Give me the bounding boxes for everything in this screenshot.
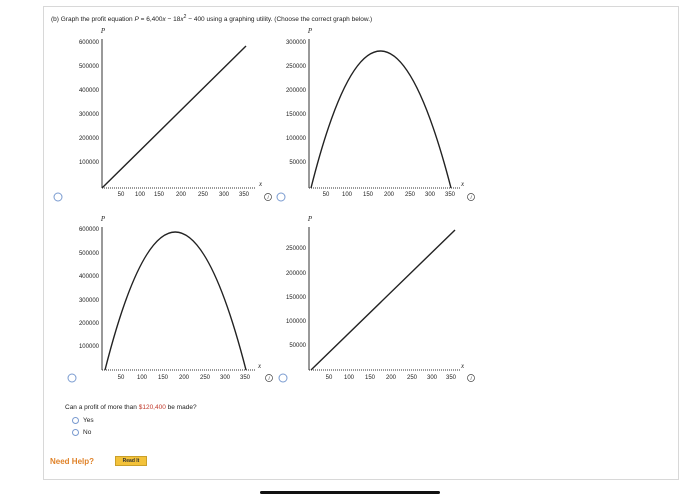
radio-graph-d[interactable] xyxy=(279,374,287,382)
info-icon[interactable] xyxy=(468,194,475,202)
radio-no[interactable] xyxy=(72,429,79,436)
y-tick-label: 100000 xyxy=(285,319,306,325)
x-tick-label: 100 xyxy=(134,192,146,198)
graph-curve xyxy=(311,230,455,370)
y-tick-labels xyxy=(79,40,100,166)
x-tick-label: 300 xyxy=(426,375,438,381)
x-tick-label: 200 xyxy=(383,192,395,198)
y-tick-label: 100000 xyxy=(78,344,99,350)
option-no-label: No xyxy=(83,429,92,436)
x-tick-labels xyxy=(326,375,457,381)
radio-graph-c[interactable] xyxy=(68,374,76,382)
x-tick-label: 300 xyxy=(218,192,230,198)
graph-option-c xyxy=(68,215,262,382)
graph-curve xyxy=(105,232,246,370)
y-tick-labels xyxy=(79,227,100,350)
y-tick-label: 400000 xyxy=(78,88,99,94)
y-tick-label: 100000 xyxy=(285,136,306,142)
x-tick-label: 100 xyxy=(343,375,355,381)
x-tick-label: 100 xyxy=(341,192,353,198)
x-tick-label: 350 xyxy=(238,192,250,198)
y-tick-label: 300000 xyxy=(78,112,99,118)
y-tick-label: 300000 xyxy=(285,40,306,46)
y-tick-label: 200000 xyxy=(78,321,99,327)
x-tick-label: 50 xyxy=(117,192,125,198)
question-text: (b) Graph the profit equation $P = 6,400x - 18x^2 - 400$ using a graphing utility. (Choose the correct graph below.) xyxy=(51,14,373,24)
x-tick-label: 50 xyxy=(322,192,330,198)
x-tick-label: 200 xyxy=(175,192,187,198)
y-tick-label: 250000 xyxy=(285,64,306,70)
axis-label-x: x xyxy=(259,180,263,188)
svg-text:i: i xyxy=(470,376,472,382)
y-tick-label: 200000 xyxy=(78,136,99,142)
y-tick-label: 500000 xyxy=(78,251,99,257)
option-yes-label: Yes xyxy=(83,417,94,424)
home-indicator-bar xyxy=(260,491,440,494)
x-tick-label: 150 xyxy=(153,192,165,198)
axis-label-x: x xyxy=(258,362,262,370)
axis-label-x: x xyxy=(461,362,465,370)
svg-text:i: i xyxy=(268,376,270,382)
graph-option-d xyxy=(266,215,475,382)
x-tick-labels xyxy=(118,192,250,198)
x-tick-label: 300 xyxy=(219,375,231,381)
y-tick-label: 600000 xyxy=(78,227,99,233)
graph-curve xyxy=(102,46,246,188)
profit-amount: $120,400 xyxy=(138,404,166,411)
read-it-button[interactable]: Read It xyxy=(115,456,147,466)
y-tick-label: 150000 xyxy=(285,112,306,118)
x-tick-label: 350 xyxy=(445,375,457,381)
y-tick-label: 50000 xyxy=(289,343,306,349)
axis-label-y: P xyxy=(307,215,313,223)
y-tick-label: 200000 xyxy=(285,88,306,94)
info-icon[interactable] xyxy=(265,194,272,202)
option-yes[interactable] xyxy=(72,417,94,424)
radio-graph-a[interactable] xyxy=(54,193,62,201)
x-tick-label: 250 xyxy=(199,375,211,381)
graph-option-b xyxy=(277,27,475,201)
svg-text:i: i xyxy=(267,195,269,201)
y-tick-label: 600000 xyxy=(78,40,99,46)
x-tick-label: 350 xyxy=(239,375,251,381)
y-tick-label: 100000 xyxy=(78,160,99,166)
y-tick-label: 300000 xyxy=(78,298,99,304)
info-icon[interactable] xyxy=(266,375,273,383)
x-tick-label: 50 xyxy=(325,375,333,381)
y-tick-label: 150000 xyxy=(285,295,306,301)
radio-yes[interactable] xyxy=(72,417,79,424)
y-tick-label: 200000 xyxy=(285,271,306,277)
option-no[interactable] xyxy=(72,429,91,436)
x-tick-label: 150 xyxy=(362,192,374,198)
radio-graph-b[interactable] xyxy=(277,193,285,201)
graph-option-a xyxy=(54,27,272,201)
y-tick-label: 50000 xyxy=(289,160,306,166)
x-tick-label: 200 xyxy=(385,375,397,381)
x-tick-label: 350 xyxy=(444,192,456,198)
x-tick-label: 150 xyxy=(364,375,376,381)
x-tick-label: 200 xyxy=(178,375,190,381)
y-tick-labels xyxy=(286,40,307,166)
y-tick-label: 400000 xyxy=(78,274,99,280)
x-tick-label: 150 xyxy=(157,375,169,381)
axis-label-y: P xyxy=(100,27,106,35)
y-tick-label: 250000 xyxy=(285,246,306,252)
x-tick-label: 100 xyxy=(136,375,148,381)
y-tick-label: 500000 xyxy=(78,64,99,70)
x-tick-label: 50 xyxy=(117,375,125,381)
info-icon[interactable] xyxy=(468,375,475,383)
x-tick-label: 250 xyxy=(197,192,209,198)
graph-curve xyxy=(311,51,451,188)
x-tick-label: 300 xyxy=(424,192,436,198)
y-tick-labels xyxy=(286,246,307,349)
x-tick-labels xyxy=(323,192,456,198)
axis-label-y: P xyxy=(307,27,313,35)
svg-text:i: i xyxy=(470,195,472,201)
axis-label-y: P xyxy=(100,215,106,223)
x-tick-labels xyxy=(118,375,251,381)
x-tick-label: 250 xyxy=(404,192,416,198)
x-tick-label: 250 xyxy=(406,375,418,381)
axis-label-x: x xyxy=(461,180,465,188)
need-help-label: Need Help? xyxy=(50,457,95,466)
profit-question: Can a profit of more than $120,400 be made? xyxy=(65,404,197,411)
